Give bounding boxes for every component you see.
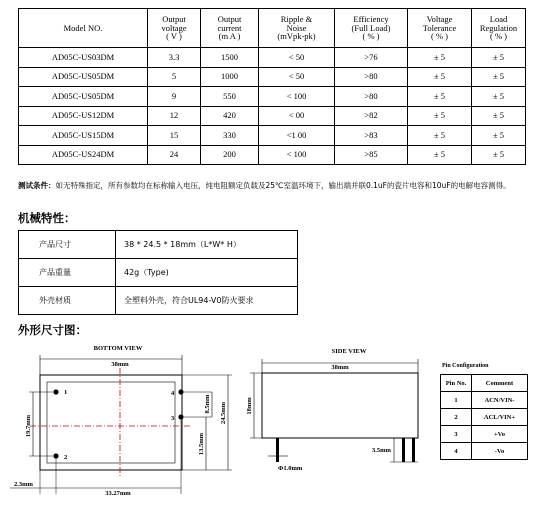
regulation-cell: ± 5 xyxy=(472,106,526,126)
spec-table xyxy=(18,8,526,165)
pin-config-table xyxy=(440,374,528,460)
voltage-cell: 9 xyxy=(148,87,201,107)
mech-value: 42g（Type) xyxy=(116,259,298,287)
table-row xyxy=(19,106,526,126)
right-dim-b-label: 8.5mm xyxy=(204,394,211,414)
dimensions-heading: 外形尺寸图： xyxy=(18,323,87,337)
spec-header-row xyxy=(19,9,526,48)
pin-header-cell: Comment xyxy=(472,375,528,392)
test-condition-text: 如无特殊指定，所有参数均在标称输入电压，纯电阻额定负载及25℃室温环境下，输出端并联0.1uF的瓷片电容和10uF的电解电容测得。 xyxy=(55,181,511,190)
voltage-cell: 15 xyxy=(148,126,201,146)
mech-key: 产品尺寸 xyxy=(19,231,116,259)
pin-comment-cell: -Vo xyxy=(472,443,528,460)
voltage-cell: 5 xyxy=(148,67,201,87)
pin-length-label: 3.5mm xyxy=(372,447,391,454)
regulation-cell: ± 5 xyxy=(472,67,526,87)
table-row xyxy=(19,48,526,68)
pin-label: 2 xyxy=(64,454,68,461)
pin-comment-cell: +Vo xyxy=(472,426,528,443)
regulation-cell: ± 5 xyxy=(472,87,526,107)
pin-config-title: Pin Configuration xyxy=(442,363,489,369)
regulation-cell: ± 5 xyxy=(472,48,526,68)
model-cell: AD05C-US24DM xyxy=(19,145,148,165)
ripple-cell: < 100 xyxy=(259,87,335,107)
pin-label: 3 xyxy=(171,415,175,422)
bottom-width-label: 38mm xyxy=(111,361,129,368)
tolerance-cell: ± 5 xyxy=(408,145,472,165)
side-view-drawing xyxy=(240,338,435,478)
pin-number-cell: 1 xyxy=(441,392,472,409)
pin-config-header-row xyxy=(441,375,528,392)
tolerance-cell: ± 5 xyxy=(408,48,472,68)
tolerance-cell: ± 5 xyxy=(408,106,472,126)
current-cell: 550 xyxy=(201,87,259,107)
mechanical-heading: 机械特性： xyxy=(18,211,76,225)
side-view-title: SIDE VIEW xyxy=(331,348,367,355)
side-body-outline xyxy=(262,373,418,438)
module-outline xyxy=(40,375,182,470)
ripple-cell: < 00 xyxy=(259,106,335,126)
mech-value: 全塑料外壳，符合UL94-V0防火要求 xyxy=(116,287,298,315)
voltage-cell: 12 xyxy=(148,106,201,126)
table-row xyxy=(19,67,526,87)
model-cell: AD05C-US15DM xyxy=(19,126,148,146)
pin-diameter-label: Φ1.0mm xyxy=(278,465,303,472)
spec-header-cell: Voltage Tolerance ( % ) xyxy=(408,9,472,48)
bottom-offset-label: 2.3mm xyxy=(14,481,33,488)
current-cell: 200 xyxy=(201,145,259,165)
model-cell: AD05C-US05DM xyxy=(19,67,148,87)
mech-key: 产品重量 xyxy=(19,259,116,287)
side-pin xyxy=(276,438,279,462)
bottom-view-drawing xyxy=(0,338,250,498)
spec-header-cell: Output voltage ( V ) xyxy=(148,9,201,48)
spec-header-cell: Ripple & Noise (mVpk-pk) xyxy=(259,9,335,48)
pin-label: 1 xyxy=(64,389,68,396)
table-row xyxy=(19,145,526,165)
side-height-label: 18mm xyxy=(246,397,253,415)
pin-header-cell: Pin No. xyxy=(441,375,472,392)
efficiency-cell: >83 xyxy=(335,126,408,146)
test-condition-label: 测试条件： xyxy=(18,181,56,190)
pin-comment-cell: ACN/VIN- xyxy=(472,392,528,409)
spec-header-cell: Efficiency (Full Load) ( % ) xyxy=(335,9,408,48)
current-cell: 420 xyxy=(201,106,259,126)
efficiency-cell: >80 xyxy=(335,67,408,87)
mechanical-table xyxy=(18,230,298,315)
bottom-span-label: 33.27mm xyxy=(105,490,131,497)
pin-comment-cell: ACL/VIN+ xyxy=(472,409,528,426)
side-width-label: 38mm xyxy=(331,364,349,371)
pin-3-dot xyxy=(178,414,183,419)
regulation-cell: ± 5 xyxy=(472,126,526,146)
mech-key: 外壳材质 xyxy=(19,287,116,315)
pin-4-dot xyxy=(178,389,183,394)
right-dim-c-label: 24.5mm xyxy=(220,401,227,425)
test-condition-note xyxy=(18,180,530,193)
tolerance-cell: ± 5 xyxy=(408,87,472,107)
pin-label: 4 xyxy=(171,390,175,397)
voltage-cell: 24 xyxy=(148,145,201,165)
efficiency-cell: >82 xyxy=(335,106,408,126)
table-row xyxy=(19,231,298,259)
left-height-label: 19.7mm xyxy=(25,414,32,438)
spec-header-cell: Model NO. xyxy=(19,9,148,48)
pin-1-dot xyxy=(53,389,58,394)
table-row xyxy=(441,426,528,443)
model-cell: AD05C-US05DM xyxy=(19,87,148,107)
spec-header-cell: Load Regulation ( % ) xyxy=(472,9,526,48)
pin-number-cell: 2 xyxy=(441,409,472,426)
table-row xyxy=(19,259,298,287)
side-pin xyxy=(402,438,405,462)
mech-value: 38 * 24.5 * 18mm（L*W* H） xyxy=(116,231,298,259)
table-row xyxy=(19,287,298,315)
bottom-view-title: BOTTOM VIEW xyxy=(93,345,143,352)
table-row xyxy=(19,87,526,107)
current-cell: 1000 xyxy=(201,67,259,87)
pin-number-cell: 3 xyxy=(441,426,472,443)
tolerance-cell: ± 5 xyxy=(408,126,472,146)
efficiency-cell: >85 xyxy=(335,145,408,165)
ripple-cell: < 100 xyxy=(259,145,335,165)
current-cell: 1500 xyxy=(201,48,259,68)
regulation-cell: ± 5 xyxy=(472,145,526,165)
spec-header-cell: Output current (m A ) xyxy=(201,9,259,48)
tolerance-cell: ± 5 xyxy=(408,67,472,87)
ripple-cell: <1 00 xyxy=(259,126,335,146)
pin-number-cell: 4 xyxy=(441,443,472,460)
right-dim-a-label: 13.5mm xyxy=(198,432,205,456)
efficiency-cell: >80 xyxy=(335,87,408,107)
voltage-cell: 3.3 xyxy=(148,48,201,68)
current-cell: 330 xyxy=(201,126,259,146)
model-cell: AD05C-US03DM xyxy=(19,48,148,68)
table-row xyxy=(441,409,528,426)
side-pin xyxy=(412,438,415,462)
ripple-cell: < 50 xyxy=(259,48,335,68)
table-row xyxy=(441,392,528,409)
pin-2-dot xyxy=(53,453,58,458)
efficiency-cell: >76 xyxy=(335,48,408,68)
table-row xyxy=(441,443,528,460)
table-row xyxy=(19,126,526,146)
model-cell: AD05C-US12DM xyxy=(19,106,148,126)
ripple-cell: < 50 xyxy=(259,67,335,87)
